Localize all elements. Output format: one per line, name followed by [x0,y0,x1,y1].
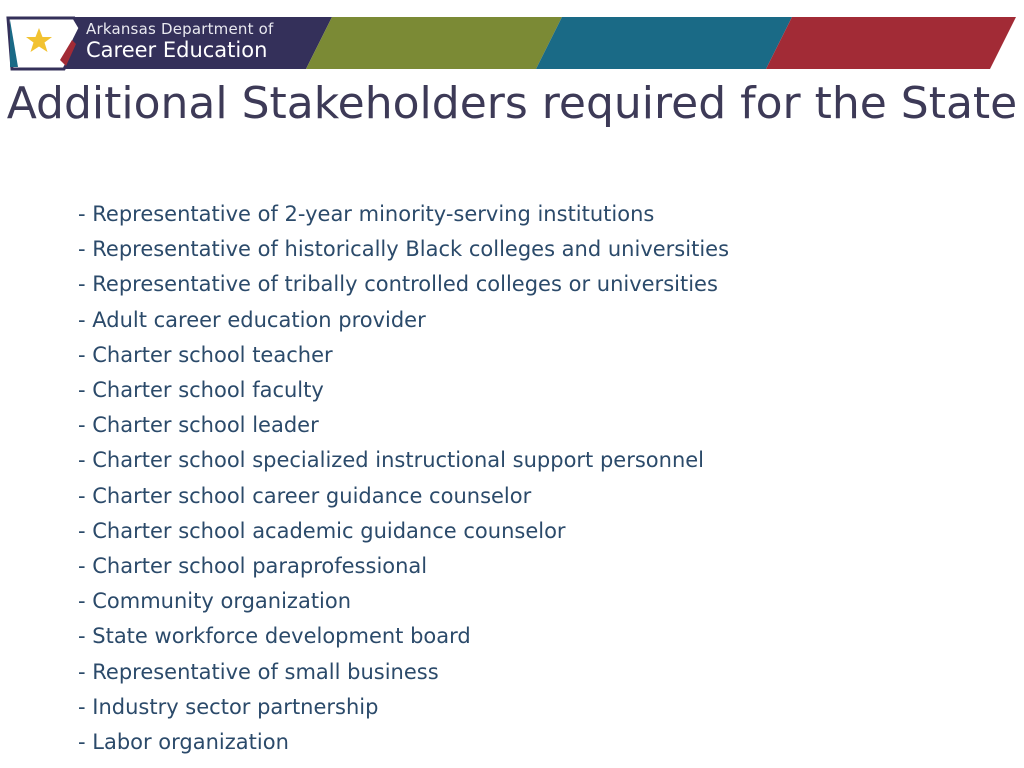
list-item: - Charter school leader [78,413,319,438]
list-item: - Industry sector partnership [78,694,379,719]
banner-teal-segment [536,17,792,69]
slide-title: Additional Stakeholders required for the State [6,78,1018,129]
organization-name-line1: Arkansas Department of [86,20,274,38]
header-banner [0,0,1024,72]
banner-red-segment [766,17,1016,69]
list-item: - Charter school specialized instructional support personnel [78,448,705,473]
banner-green-segment [306,17,562,69]
list-item: - Charter school academic guidance counselor [78,518,566,543]
list-item: - Charter school faculty [78,378,324,403]
list-item: - Representative of 2-year minority-serving institutions [78,202,655,226]
list-item: - Representative of historically Black colleges and universities [78,237,730,262]
stakeholder-list [78,197,729,760]
list-item: - Representative of small business [78,659,439,684]
list-item: - Adult career education provider [78,307,426,332]
organization-name-line2: Career Education [86,38,268,62]
list-item: - Charter school teacher [78,342,333,367]
list-item: - State workforce development board [78,624,471,649]
list-item: - Representative of tribally controlled colleges or universities [78,272,718,297]
arkansas-state-star-logo [8,18,80,69]
list-item: - Labor organization [78,730,289,755]
organization-name [86,22,274,61]
list-item: - Charter school paraprofessional [78,554,428,579]
list-item: - Charter school career guidance counselor [78,483,532,508]
list-item: - Community organization [78,589,352,614]
